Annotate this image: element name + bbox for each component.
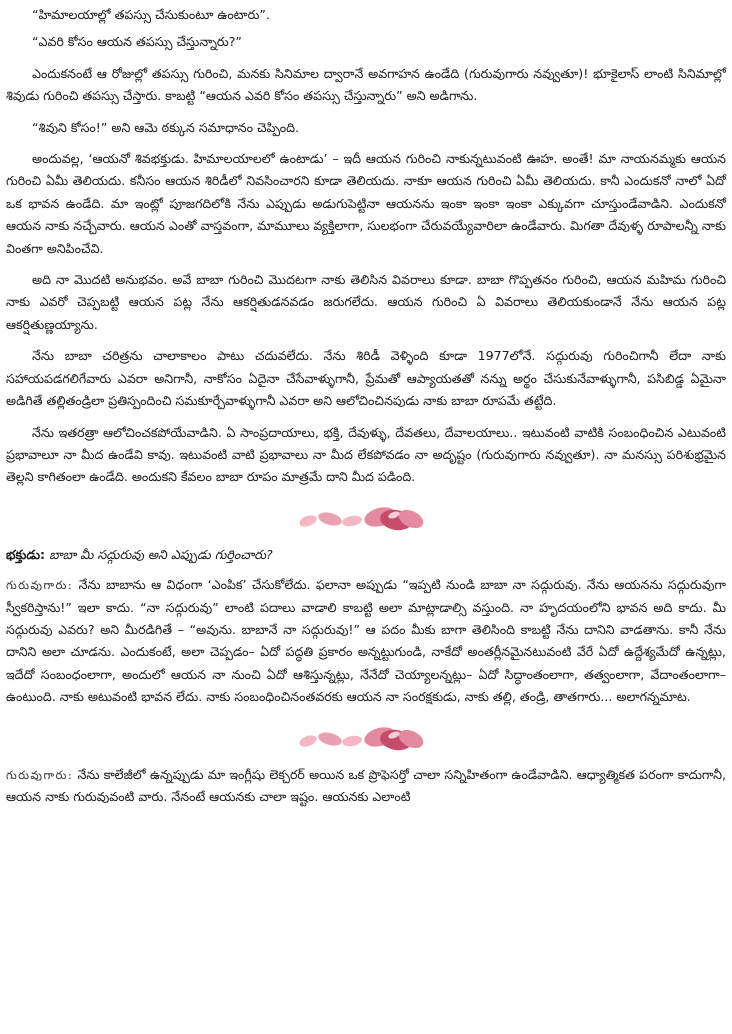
- paragraph-8: నేను ఇతరత్రా ఆలోచించకపోయేవాడిని. ఏ సాంప్రదాయాలు, భక్తి, దేవుళ్ళు, దేవతలు, దేవాలయాలు.. ఇటువంటి వాటికి సంబంధించిన ఎటువంటి ప్రభావాలూ నా మీద ఉండేవి కావు. ఇటువంటి వాటి ప్రభావాలు నా మీద లేకపోవడం నా అదృష్టం (గురువుగారు నవ్వుతూ). నా మనస్సు పరిశుభ్రమైన తెల్లని కాగితంలా ఉండేది. అందుకని కేవలం బాబా రూపం మాత్రమే దాని మీద పడింది.: [6, 424, 726, 485]
- guru-bottom-paragraph: [6, 764, 726, 809]
- paragraph-1: “హిమాలయాల్లో తపస్సు చేసుకుంటూ ఉంటారు”.: [32, 7, 270, 22]
- answer-text: నేను బాబాను ఆ విధంగా ‘ఎంపిక’ చేసుకోలేదు. ఫలానా అప్పుడు “ఇప్పటి నుండి బాబా నా సద్గురువు. నేను ఆయనను సద్గురువుగా స్వీకరిస్తాను!” ఇలా కాదు. “నా సద్గురువు” లాంటి పదాలు వాడాలి కాబట్టి అలా మాట్లాడాల్సి వస్తుంది. నా హృదయంలోని భావన అది కాదు. మీ సద్గురువు ఎవరు? అని మీరడిగితే – “అవును. బాబానే నా సద్గురువు!” ఆ పదం మీకు బాగా తెలిసింది కాబట్టి నేను దానిని వాడతాను. కానీ నేను దానిని అలా చూడను. ఎందుకంటే, అలా చెప్పడం– ఏదో పద్ధతి ప్రకారం అన్నట్టుగుండి, నాకేదో అంతర్లీనమైనటువంటి వేరే ఏదో ఉద్దేశ్యమేదో ఉన్నట్లు, ఇదేదో సంబంధంలాగా, అందులో ఆయన నా నుంచి ఏదో ఆశిస్తున్నట్లు, నేనేదో చెయ్యాలన్నట్లు– ఏదో సిద్ధాంతంలాగా, తత్వంలాగా, వేదాంతంలాగా– ఉంటుంది. నాకు అటువంటి భావన లేదు. నాకు సంబంధించినంతవరకు ఆయన నా సంరక్షకుడు, నాకు తల్లి, తండ్రి, తాతగారు... అలాగన్నమాట.: [6, 577, 726, 705]
- guru-answer: [6, 574, 726, 708]
- guru-label: గురువుగారు:: [6, 578, 74, 593]
- paragraph-4: “శివుని కోసం!” అని ఆమె ఠక్కున సమాధానం చెప్పింది.: [32, 119, 300, 135]
- bottom-text: నేను కాలేజీలో ఉన్నప్పుడు మా ఇంగ్లీషు లెక్చరర్ అయిన ఒక ప్రొఫెసర్తో చాలా సన్నిహితంగా ఉండేవాడిని. ఆధ్యాత్మికత పరంగా కాదుగానీ, ఆయన నాకు గురువువంటి వారు. నేనంటే ఆయనకు చాలా ఇష్టం. ఆయనకు ఎలాంటి: [6, 766, 726, 804]
- paragraph-5: అందువల్ల, ‘ఆయనో శివభక్తుడు. హిమాలయాలలో ఉంటాడు’ – ఇదీ ఆయన గురించి నాకున్నటువంటి ఊహ. అంతే! మా నాయనమ్మకు ఆయన గురించి ఏమీ తెలియదు. కనీసం ఆయన శిరిడీలో నివసించారని కూడా తెలియదు. నాకూ ఆయన గురించి ఏమీ తెలియదు. కానీ ఎందుకనో నాలో ఏదో ఒక భావన ఉండేది. మా ఇంట్లో పూజగదిలోకి నేను ఎప్పుడు అడుగుపెట్టినా ఆయనను ఇంకా ఇంకా ఇంకా ఎక్కువగా చూస్తుండేవాడిని. ఎందుకనో ఆయన నాకు నచ్చేవారు. ఆయన ఎంతో వాస్తవంగా, మామూలు వ్యక్తిలాగా, సులభంగా చేరువయ్యేవారిలా ఉండేవారు. మిగతా దేవుళ్ళ రూపాలన్నీ నాకు వింతగా అనిపించేవి.: [6, 151, 726, 256]
- question-text: బాబా మీ సద్గురువు అని ఎప్పుడు గుర్తించారు?: [49, 546, 273, 562]
- rose-petals-icon: [296, 721, 436, 755]
- flower-petal-divider: [6, 498, 726, 538]
- paragraph-2: “ఎవరి కోసం ఆయన తపస్సు చేస్తున్నారు?”: [32, 34, 242, 50]
- guru-label-2: గురువుగారు:: [6, 767, 74, 782]
- devotee-question: [6, 544, 726, 566]
- rose-petals-icon: [296, 501, 436, 535]
- paragraph-6: అది నా మొదటి అనుభవం. అవే బాబా గురించి మొదటగా నాకు తెలిసిన వివరాలు కూడా. బాబా గొప్పతనం గురించి, ఆయన మహిమ గురించి నాకు ఎవరో చెప్పబట్టి ఆయన పట్ల నేను ఆకర్షితుడనవడం జరుగలేదు. ఆయన గురించి ఏ వివరాలు తెలియకుండానే నేను ఆయన పట్ల ఆకర్షితుణ్ణయ్యాను.: [6, 272, 726, 332]
- paragraph-7: నేను బాబా చరిత్రను చాలాకాలం పాటు చదువలేదు. నేను శిరిడీ వెళ్ళింది కూడా 1977లోనే. సద్గురువు గురించిగానీ లేదా నాకు సహాయపడగలిగేవారు ఎవరా అనిగానీ, నాకోసం ఏదైనా చేసేవాళ్ళుగానీ, ప్రేమతో ఆప్యాయతతో నన్ను అర్థం చేసుకునేవాళ్ళుగానీ, పసిబిడ్డ ఏమైనా అడిగితే తల్లితండ్రిలా ప్రతిస్పందించి సమకూర్చేవాళ్ళుగానీ ఎవరా అని ఆలోచించినపుడు నాకు బాబా రూపమే తట్టేది.: [6, 348, 726, 409]
- paragraph-3: ఎందుకనంటే ఆ రోజుల్లో తపస్సు గురించి, మనకు సినిమాల ద్వారానే అవగాహన ఉండేది (గురువుగారు నవ్వుతూ)! భూకైలాస్ లాంటి సినిమాల్లో శివుడు గురించి తపస్సు చేస్తారు. కాబట్టి “ఆయన ఎవరి కోసం తపస్సు చేస్తున్నారు” అని అడిగాను.: [6, 65, 726, 104]
- devotee-label: భక్తుడు:: [6, 546, 46, 562]
- flower-petal-divider-2: [6, 718, 726, 758]
